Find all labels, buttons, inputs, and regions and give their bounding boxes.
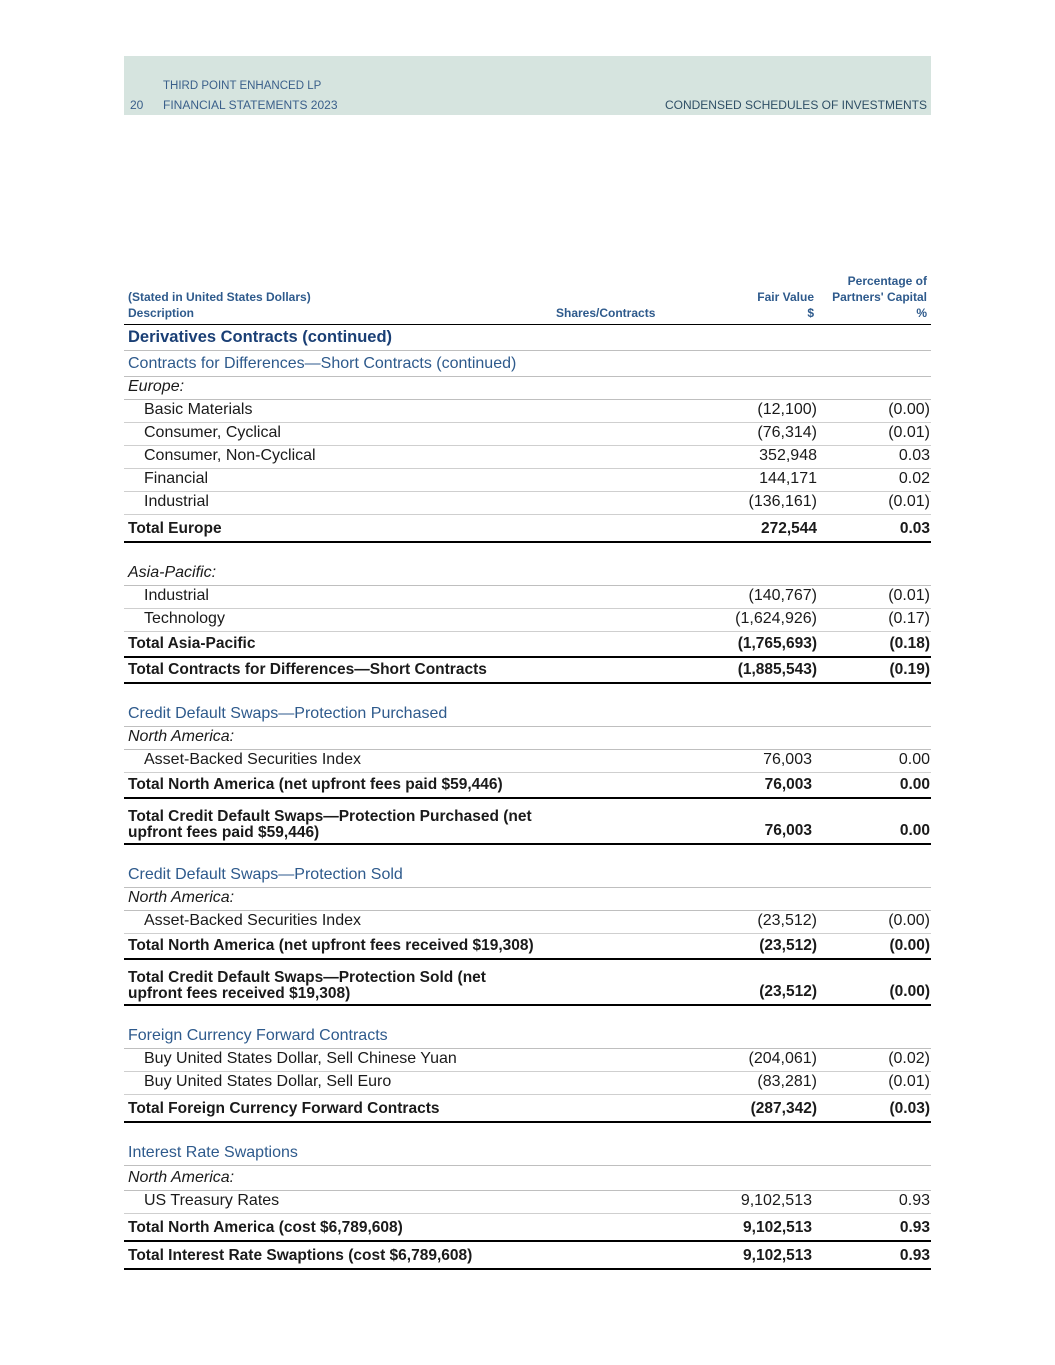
row-description: Consumer, Non-Cyclical xyxy=(144,447,316,464)
table-row xyxy=(124,862,931,888)
row-fair-value: (76,314) xyxy=(757,424,817,441)
row-description: North America: xyxy=(128,1169,235,1186)
row-description xyxy=(128,970,486,1002)
table-row-total xyxy=(124,773,931,799)
table-row xyxy=(124,377,931,400)
row-description: North America: xyxy=(128,889,235,906)
table-row xyxy=(124,727,931,750)
row-percentage: (0.00) xyxy=(888,912,930,929)
row-percentage: (0.03) xyxy=(889,1100,930,1117)
row-description: Technology xyxy=(144,610,225,627)
row-percentage: 0.93 xyxy=(899,1219,930,1236)
table-row xyxy=(124,492,931,515)
document-title: FINANCIAL STATEMENTS 2023 xyxy=(163,98,338,112)
table-row xyxy=(124,1166,931,1191)
row-percentage: 0.00 xyxy=(899,776,930,793)
row-description: US Treasury Rates xyxy=(144,1192,280,1209)
row-description: Asset-Backed Securities Index xyxy=(144,751,361,768)
table-row-total xyxy=(124,1095,931,1123)
row-percentage: 0.00 xyxy=(899,822,930,839)
row-percentage: (0.01) xyxy=(888,587,930,604)
column-description: Description xyxy=(128,306,195,320)
table-header xyxy=(124,270,931,325)
table-row-total xyxy=(124,1242,931,1270)
row-fair-value: (23,512) xyxy=(759,937,817,954)
row-description-line2: upfront fees received $19,308) xyxy=(128,985,351,1002)
row-fair-value: (1,624,926) xyxy=(735,610,817,627)
row-description: Buy United States Dollar, Sell Chinese Yuan xyxy=(144,1050,457,1067)
row-description: Total Interest Rate Swaptions (cost $6,789,608) xyxy=(128,1247,473,1264)
row-description: Europe: xyxy=(128,378,185,395)
row-fair-value: 9,102,513 xyxy=(740,1192,812,1209)
row-percentage: (0.00) xyxy=(888,401,930,418)
page-number: 20 xyxy=(130,98,144,112)
column-percentage-unit: % xyxy=(916,306,927,320)
row-fair-value: (23,512) xyxy=(759,983,817,1000)
table-row xyxy=(124,1049,931,1072)
row-description: Total Foreign Currency Forward Contracts xyxy=(128,1100,440,1117)
table-row-total xyxy=(124,632,931,658)
row-description: North America: xyxy=(128,728,235,745)
row-description: Total Contracts for Differences—Short Contracts xyxy=(128,661,487,678)
row-description: Total North America (cost $6,789,608) xyxy=(128,1219,403,1236)
section-title: CONDENSED SCHEDULES OF INVESTMENTS xyxy=(664,98,927,112)
row-description: Total North America (net upfront fees paid $59,446) xyxy=(128,776,503,793)
row-fair-value: 9,102,513 xyxy=(743,1247,812,1264)
column-percentage-line2: Partners' Capital xyxy=(832,290,927,304)
row-fair-value: 9,102,513 xyxy=(743,1219,812,1236)
table-row-total xyxy=(124,515,931,543)
row-fair-value: (140,767) xyxy=(748,587,817,604)
row-description: Basic Materials xyxy=(144,401,253,418)
row-percentage: 0.93 xyxy=(899,1247,930,1264)
row-percentage: (0.00) xyxy=(889,983,930,1000)
table-row xyxy=(124,1140,931,1166)
row-description-line2: upfront fees paid $59,446) xyxy=(128,824,320,841)
table-row xyxy=(124,1191,931,1214)
column-fair-value-unit: $ xyxy=(807,306,814,320)
row-description: Total Europe xyxy=(128,520,222,537)
row-description: Industrial xyxy=(144,587,209,604)
row-description-line1: Total Credit Default Swaps—Protection Sold (net xyxy=(128,969,486,986)
row-fair-value: (23,512) xyxy=(757,912,817,929)
row-percentage: (0.01) xyxy=(888,424,930,441)
row-description: Derivatives Contracts (continued) xyxy=(128,328,393,346)
fund-name: THIRD POINT ENHANCED LP xyxy=(163,80,322,92)
units-note: (Stated in United States Dollars) xyxy=(128,290,311,304)
table-row xyxy=(124,1023,931,1049)
page-header xyxy=(124,56,931,115)
row-percentage: 0.00 xyxy=(898,751,930,768)
row-percentage: (0.17) xyxy=(888,610,930,627)
row-description: Industrial xyxy=(144,493,209,510)
row-percentage: (0.01) xyxy=(888,493,930,510)
table-row xyxy=(124,423,931,446)
row-fair-value: 76,003 xyxy=(764,822,812,839)
table-row-total xyxy=(124,799,931,845)
row-fair-value: (83,281) xyxy=(757,1073,817,1090)
row-percentage: (0.18) xyxy=(889,635,930,652)
row-fair-value: 352,948 xyxy=(759,447,817,464)
row-percentage: 0.03 xyxy=(898,447,930,464)
table-row xyxy=(124,446,931,469)
row-fair-value: 76,003 xyxy=(764,776,812,793)
row-fair-value: (12,100) xyxy=(757,401,817,418)
row-description: Total Asia-Pacific xyxy=(128,635,256,652)
table-row xyxy=(124,701,931,727)
table-row xyxy=(124,609,931,632)
row-fair-value: (1,885,543) xyxy=(737,661,817,678)
table-row xyxy=(124,586,931,609)
table-row xyxy=(124,400,931,423)
table-row xyxy=(124,351,931,377)
row-description: Consumer, Cyclical xyxy=(144,424,281,441)
row-description: Contracts for Differences—Short Contracts (continued) xyxy=(128,355,517,372)
row-fair-value: (204,061) xyxy=(748,1050,817,1067)
row-percentage: 0.02 xyxy=(898,470,930,487)
table-row-total xyxy=(124,658,931,684)
table-row xyxy=(124,911,931,934)
row-fair-value: 144,171 xyxy=(759,470,817,487)
row-fair-value: (1,765,693) xyxy=(737,635,817,652)
row-percentage: (0.02) xyxy=(888,1050,930,1067)
table-row-total xyxy=(124,960,931,1006)
row-description: Interest Rate Swaptions xyxy=(128,1144,298,1161)
table-row xyxy=(124,888,931,911)
row-percentage: 0.93 xyxy=(898,1192,930,1209)
row-fair-value: 76,003 xyxy=(763,751,812,768)
row-description: Total North America (net upfront fees received $19,308) xyxy=(128,937,534,954)
investments-table xyxy=(124,324,931,1270)
table-row xyxy=(124,750,931,773)
row-description: Credit Default Swaps—Protection Sold xyxy=(128,866,403,883)
column-percentage-line1: Percentage of xyxy=(847,274,927,288)
row-fair-value: 272,544 xyxy=(760,520,817,537)
row-description: Foreign Currency Forward Contracts xyxy=(128,1027,388,1044)
row-description-line1: Total Credit Default Swaps—Protection Purchased (net xyxy=(128,808,532,825)
row-percentage: 0.03 xyxy=(899,520,930,537)
row-description: Financial xyxy=(144,470,209,487)
table-row xyxy=(124,563,931,586)
row-percentage: (0.19) xyxy=(889,661,930,678)
row-description: Asia-Pacific: xyxy=(128,564,217,581)
row-fair-value: (287,342) xyxy=(750,1100,817,1117)
column-shares: Shares/Contracts xyxy=(556,306,656,320)
row-description: Credit Default Swaps—Protection Purchased xyxy=(128,705,448,722)
row-description xyxy=(128,809,532,841)
table-row-total xyxy=(124,1214,931,1242)
table-row-total xyxy=(124,934,931,960)
column-fair-value: Fair Value xyxy=(757,290,814,304)
row-description: Asset-Backed Securities Index xyxy=(144,912,361,929)
table-row xyxy=(124,324,931,351)
row-percentage: (0.00) xyxy=(889,937,930,954)
table-row xyxy=(124,1072,931,1095)
row-fair-value: (136,161) xyxy=(748,493,817,510)
row-description: Buy United States Dollar, Sell Euro xyxy=(144,1073,392,1090)
table-row xyxy=(124,469,931,492)
row-percentage: (0.01) xyxy=(888,1073,930,1090)
